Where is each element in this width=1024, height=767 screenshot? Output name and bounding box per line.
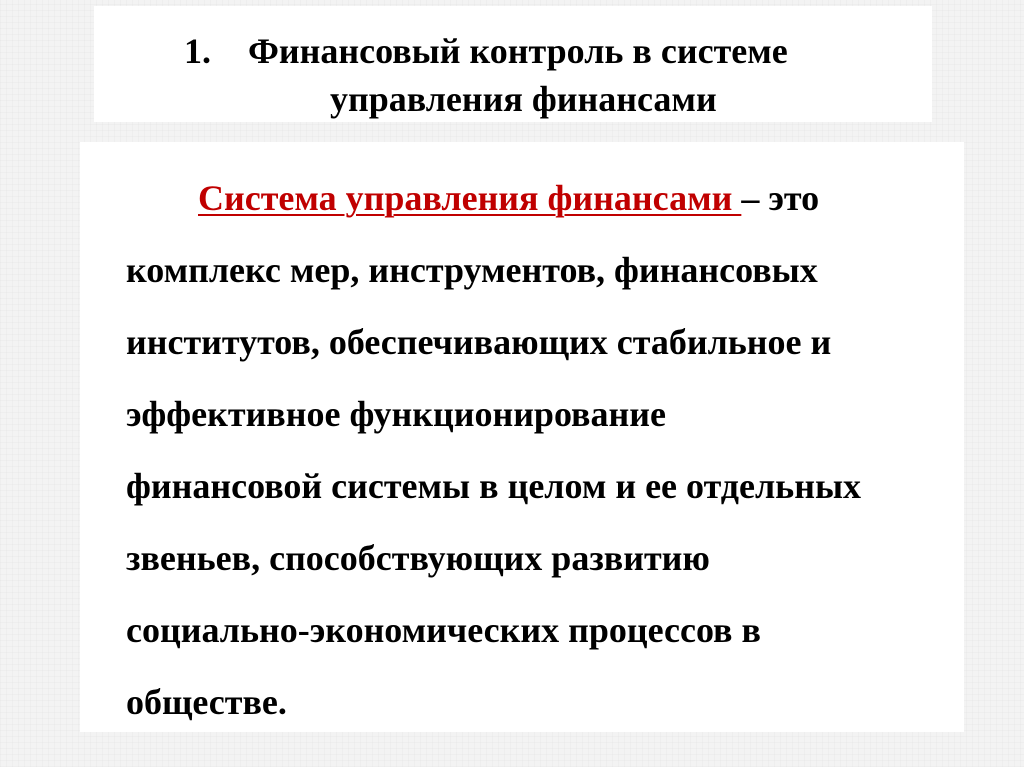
definition-line-5: финансовой системы в целом и ее отдельных [126,466,862,506]
definition-line-3: институтов, обеспечивающих стабильное и [126,322,832,362]
definition-line-2: комплекс мер, инструментов, финансовых [126,250,818,290]
definition-paragraph [126,162,956,738]
definition-line-7: социально-экономических процессов в [126,610,761,650]
definition-connector: – это [741,178,820,218]
definition-line-8: обществе. [126,682,287,722]
defined-term: Система управления финансами [198,178,742,218]
slide-title-line-2: управления финансами [330,79,717,119]
title-number: 1. [184,31,211,71]
definition-line-4: эффективное функционирование [126,394,666,434]
definition-line-1 [126,162,956,234]
definition-line-6: звеньев, способствующих развитию [126,538,710,578]
slide-title-line-1: Финансовый контроль в системе [248,31,788,71]
